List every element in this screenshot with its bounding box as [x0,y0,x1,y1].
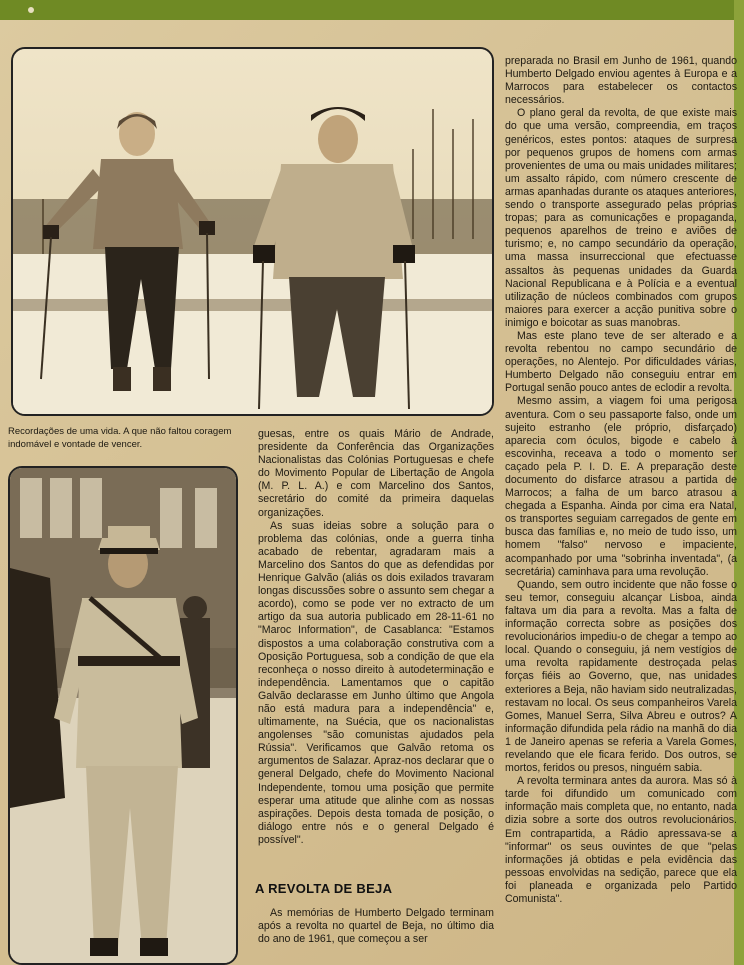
corner-dot [28,7,34,13]
mid-paragraph: As suas ideias sobre a solução para o problema das colónias, onde a guerra tinha acabado de rebentar, agradaram mais a Marcelino dos Santos do que as defendidas por Henrique Galvão (aliás os dois exilados travaram longas discussões sobre o assunto sem chegar a acordo), como se pode ver no extracto de um artigo da sua autoria publicado em 28-11-61 no "Maroc Information", de Casablanca: "Estamos dispostos a uma colaboração construtiva com a Oposição Portuguesa, sob a condição de que ela reconheça o nosso direito à autodeterminação e independência. Lamentamos que o capitão Galvão declarasse em Junho último que Angola não está madura para a independência" e, ultimamente, na Suécia, que os nacionalistas angolenses "são comunistas ajudados pela Rússia". Verificamos que Galvão retoma os argumentos de Salazar. Apraz-nos declarar que o general Delgado, chefe do Movimento Nacional Independente, tomou uma posição que permite esperar uma atitude que alinhe com as nossas aspirações. Depois desta tomada de posição, o diálogo entre nós e o general Delgado é possível". [258,519,494,846]
right-paragraph: O plano geral da revolta, de que existe mais do que uma versão, compreendia, em traços genéricos, estes pontos: ataques de surpresa por pequenos grupos de homens com armas provenientes de uma ou mais unidades militares; um assalto rápido, com número crescente de armas apanhadas durante os ataques anteriores, sendo o transporte assegurado pelas próprias tropas; para as comunicações e propaganda, pequenos aparelhos de treino e aviões de turismo; e, no campo secundário da operação, uma massa insurreccional que efectuasse assaltos às pequenas unidades da Guarda Nacional Republicana e à Polícia e a eventual utilização de núcleos combinados com grupos maiores para exercer a acção punitiva sobre o inimigo e boicotar as suas manobras. [505,107,737,329]
photo-general-uniform [8,466,238,965]
mid-paragraph: guesas, entre os quais Mário de Andrade, presidente da Conferência das Organizações Nacionalistas das Colónias Portuguesas e chefe do Movimento Popular de Libertação de Angola (M. P. L. A.) e com Marcelino dos Santos, secretário do comité da primeira daquelas organizações. [258,428,494,519]
photo-caption: Recordações de uma vida. A que não faltou coragem indomável e vontade de vencer. [8,426,232,450]
photo-skiers [11,47,494,416]
right-paragraph: preparada no Brasil em Junho de 1961, quando Humberto Delgado enviou agentes à Europa e a Marrocos para estabelecer os contactos necessários. [505,55,737,107]
right-column [505,55,737,906]
middle-column [258,428,494,847]
mid-paragraph: As memórias de Humberto Delgado terminam após a revolta no quartel de Beja, no último dia do ano de 1961, que começou a ser [258,907,494,946]
middle-column-after-heading [258,907,494,946]
right-paragraph: Mesmo assim, a viagem foi uma perigosa aventura. Com o seu passaporte falso, onde um sujeito estranho (ele próprio, disfarçado) aparecia com óculos, bigode e cabelo à escovinha, receava a todo o momento ser caçado pela P. I. D. E. A preparação deste documento do disfarce atrasou a partida de Marrocos; a falha de um barco atrasou a chegada a Espanha. Ainda por cima era Natal, os transportes seguiam carregados de gente em busca das famílias e, no meio de tudo isso, um homem "falso" nervoso e impaciente, acompanhado por uma "sobrinha inventada", (a secretária) caminhava para uma revolução. [505,395,737,578]
right-paragraph: A revolta terminara antes da aurora. Mas só à tarde foi difundido um comunicado com informação mais completa que, no entanto, nada dizia sobre a sorte dos outros revolucionários. Em contrapartida, a Rádio apressava-se a "informar" os seus ouvintes de que "pelas informações já obtidas e pela evidência das pessoas envolvidas na sedição, parece que ela foi planeada e organizada pelo Partido Comunista". [505,775,737,905]
section-heading: A REVOLTA DE BEJA [255,881,393,896]
right-paragraph: Mas este plano teve de ser alterado e a revolta rebentou no campo secundário de operações, no Alentejo. Por dificuldades várias, Humberto Delgado não conseguiu entrar em Portugal senão pouco antes de eclodir a revolta. [505,329,737,395]
right-paragraph: Quando, sem outro incidente que não fosse o seu temor, conseguiu alcançar Lisboa, ainda faltava um dia para a revolta. Mas a falta de informação correcta sobre as posições dos revolucionários impediu-o de chegar a tempo ao local. Quando o conseguiu, já nem vestígios de uma revolta rapidamente destroçada pelas forças fiéis ao Governo, que, nas unidades exteriores a Beja, não haviam sido neutralizadas, restavam no local. Os seus companheiros Varela Gomes, Manuel Serra, Silva Abreu e outros? A informação difundida pela rádio na manhã do dia 1 de Janeiro apenas se referia a Varela Gomes, revelando que ele ficara ferido. Dos outros, se mortos, feridos ou presos, ninguém sabia. [505,578,737,775]
top-border [0,0,744,20]
